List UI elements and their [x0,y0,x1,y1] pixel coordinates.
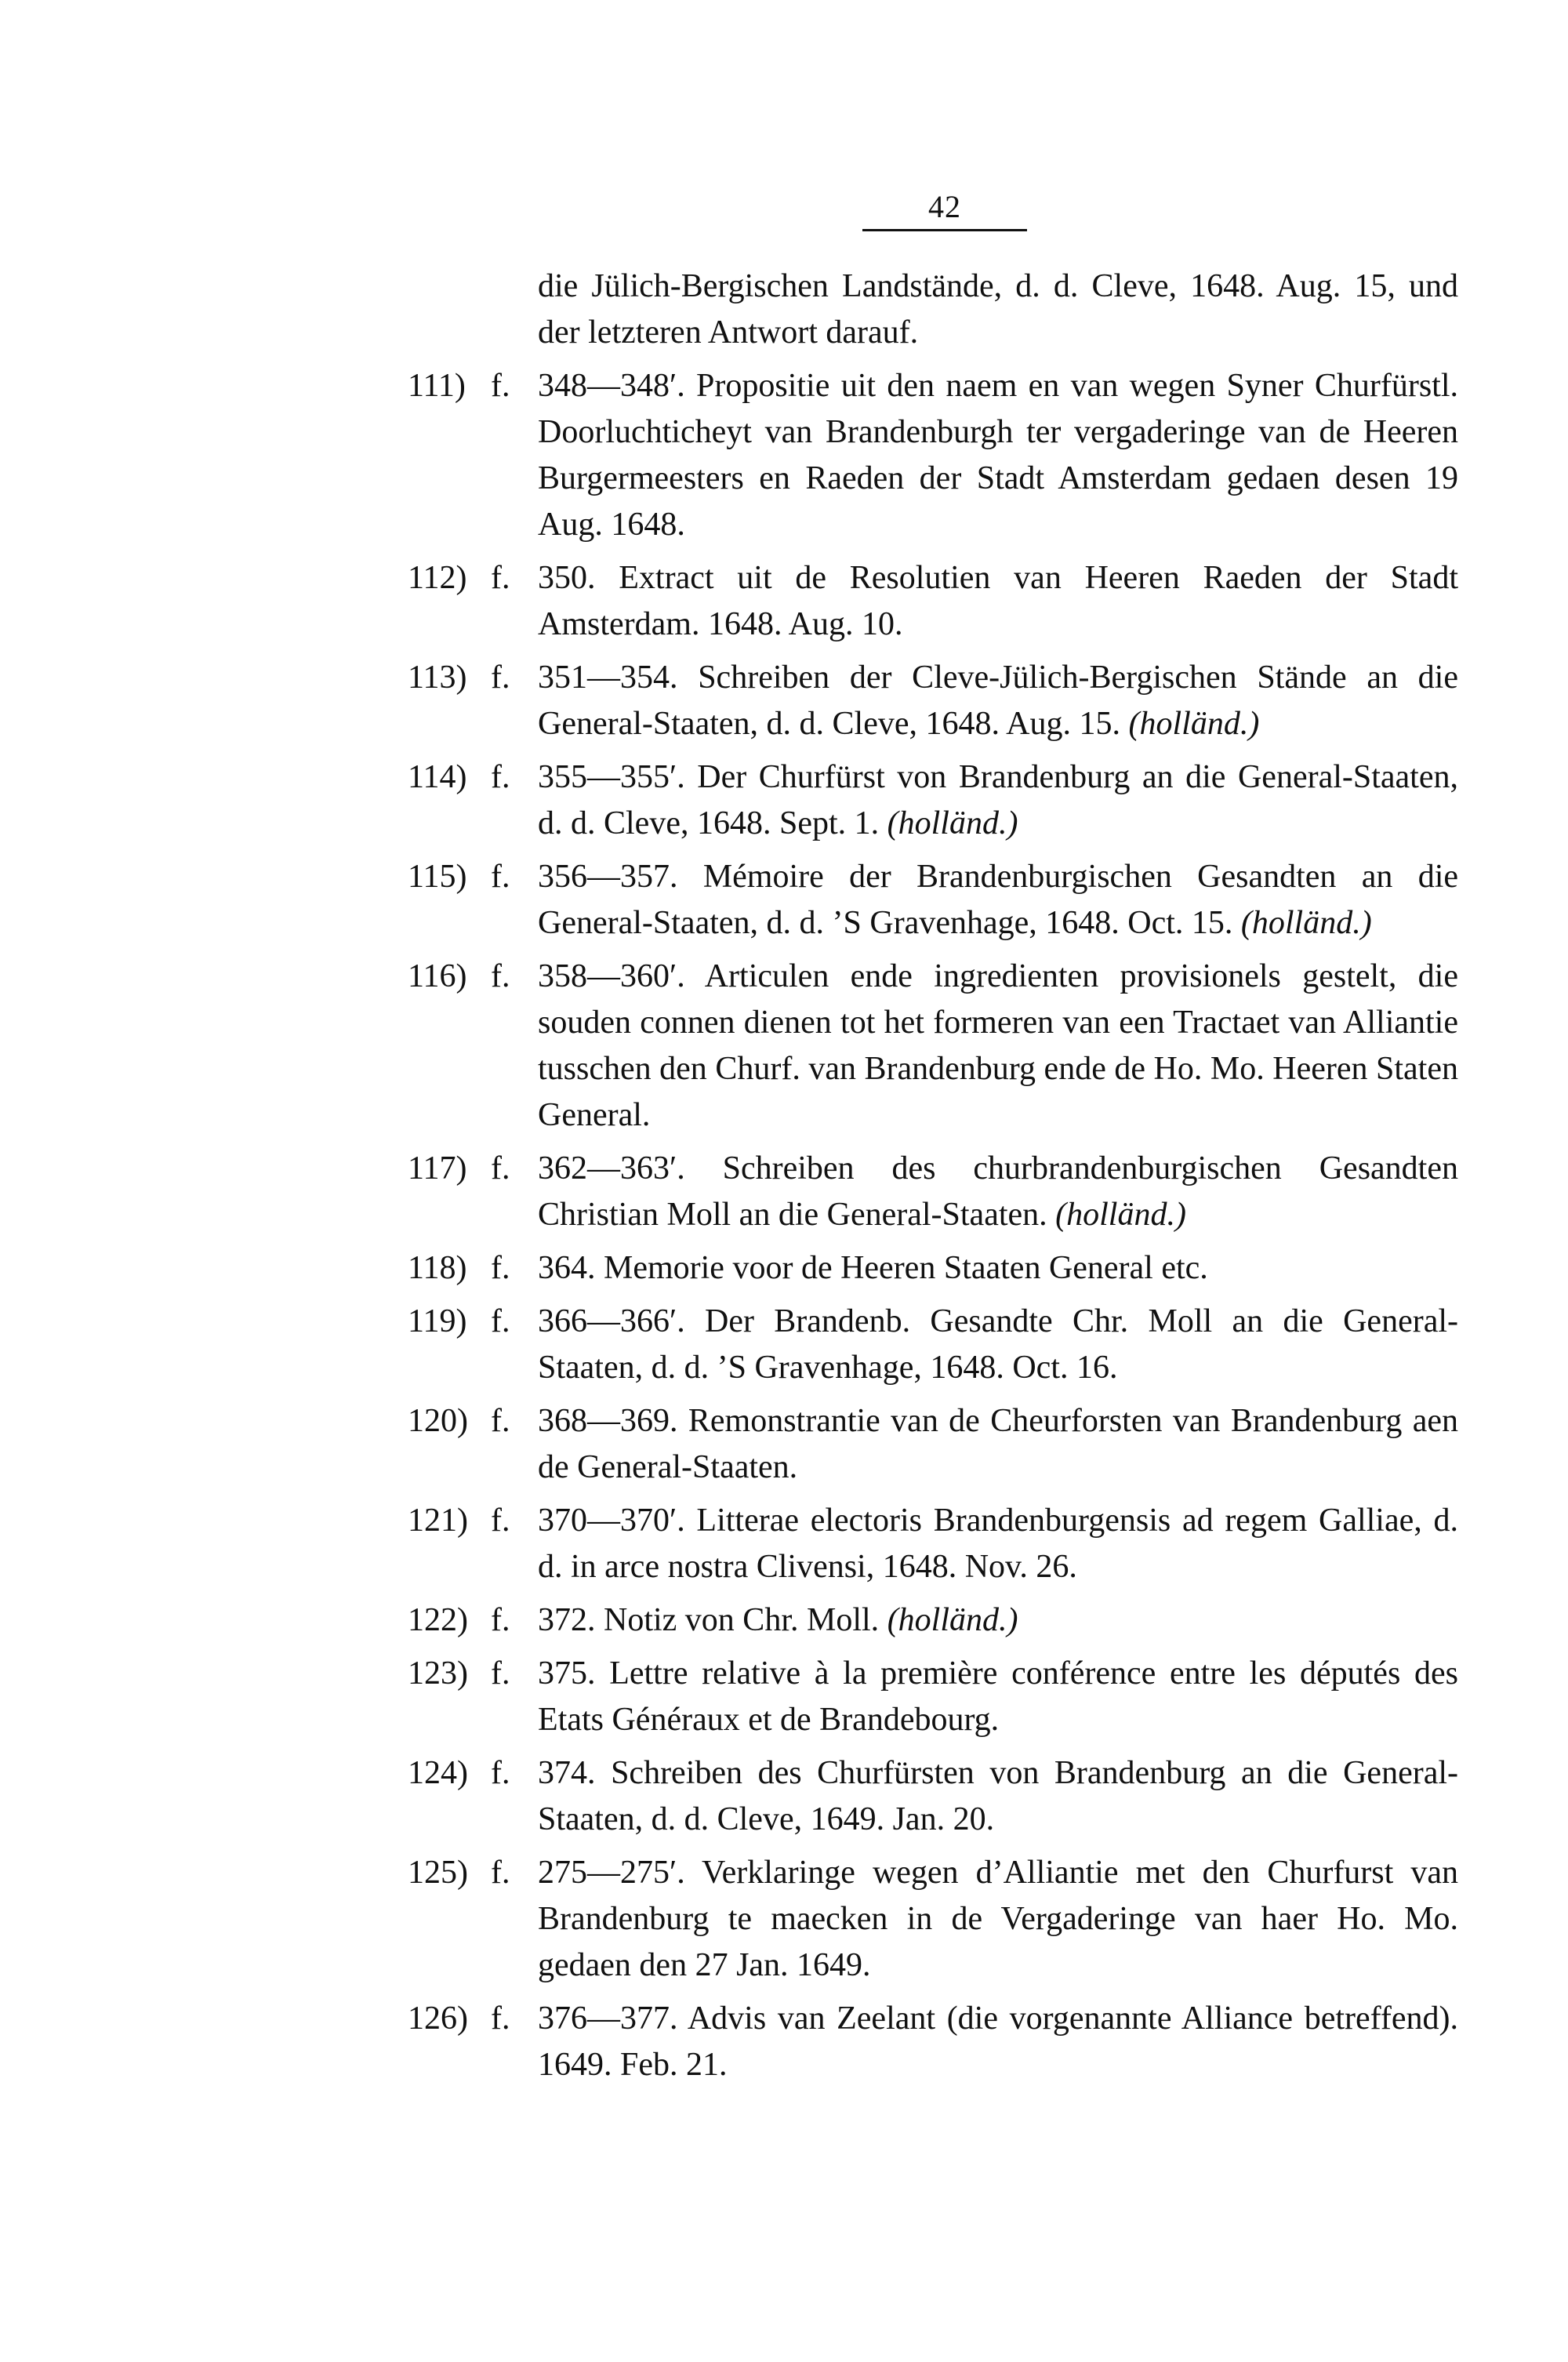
entry-text: 374. Schreiben des Churfürsten von Brandenburg an die General-Staaten, d. d. Cleve, 1649. Jan. 20. [538,1755,1458,1837]
entry-117 [408,1146,1458,1238]
page-number: 42 [928,189,961,224]
entry-121 [408,1498,1458,1590]
folio-label: f. [491,859,510,895]
entry-list [408,263,1458,2095]
entry-number: 122) [408,1602,468,1638]
entry-text: 348—348′. Propositie uit den naem en van wegen Syner Churfürstl. Doorluchticheyt van Brandenburgh ter vergaderinge van de Heeren Burgermeesters en Raeden der Stadt Amsterdam gedaen desen 19 Aug. 1648. [538,368,1458,543]
folio-label: f. [491,560,510,596]
folio-label: f. [491,1602,510,1638]
folio-label: f. [491,368,510,404]
continuation-text: die Jülich-Bergischen Landstände, d. d. Cleve, 1648. Aug. 15, und der letzteren Antwort darauf. [538,268,1458,351]
folio-label: f. [491,958,510,994]
entry-text: 275—275′. Verklaringe wegen d’Alliantie met den Churfurst van Brandenburg te maecken in de Vergaderinge van haer Ho. Mo. gedaen den 27 Jan. 1649. [538,1855,1458,1983]
folio-label: f. [491,759,510,795]
folio-label: f. [491,660,510,696]
folio-label: f. [491,1655,510,1692]
entry-number: 116) [408,958,467,994]
entry-text: 351—354. Schreiben der Cleve-Jülich-Bergischen Stände an die General-Staaten, d. d. Cleve, 1648. Aug. 15. [538,660,1458,742]
entry-111 [408,363,1458,548]
entry-text: 356—357. Mémoire der Brandenburgischen Gesandten an die General-Staaten, d. d. ’S Gravenhage, 1648. Oct. 15. [538,859,1458,941]
entry-text: 375. Lettre relative à la première conférence entre les députés des Etats Généraux et de Brandebourg. [538,1655,1458,1738]
folio-label: f. [491,1855,510,1891]
entry-number: 123) [408,1655,468,1692]
entry-122 [408,1597,1458,1644]
entry-text: 362—363′. Schreiben des churbrandenburgischen Gesandten Christian Moll an die General-Staaten. [538,1150,1458,1233]
folio-label: f. [491,1303,510,1339]
entry-number: 113) [408,660,467,696]
entry-113 [408,655,1458,747]
folio-label: f. [491,1250,510,1286]
language-note: (holländ.) [887,1602,1018,1638]
entry-123 [408,1651,1458,1743]
entry-text: 358—360′. Articulen ende ingredienten provisionels gestelt, die souden connen dienen tot het formeren van een Tractaet van Alliantie tusschen den Churf. van Brandenburg ende de Ho. Mo. Heeren Staten General. [538,958,1458,1133]
entry-126 [408,1996,1458,2088]
entry-number: 114) [408,759,467,795]
entry-number: 126) [408,2000,468,2037]
entry-119 [408,1299,1458,1391]
language-note: (holländ.) [1240,905,1372,941]
entry-114 [408,754,1458,847]
entry-text: 364. Memorie voor de Heeren Staaten General etc. [538,1250,1208,1286]
folio-label: f. [491,2000,510,2037]
language-note: (holländ.) [1055,1197,1186,1233]
entry-number: 119) [408,1303,467,1339]
entry-number: 120) [408,1403,468,1439]
entry-text: 366—366′. Der Brandenb. Gesandte Chr. Moll an die General-Staaten, d. d. ’S Gravenhage, 1648. Oct. 16. [538,1303,1458,1386]
entry-116 [408,954,1458,1139]
entry-number: 121) [408,1503,468,1539]
language-note: (holländ.) [887,805,1018,841]
entry-text: 355—355′. Der Churfürst von Brandenburg an die General-Staaten, d. d. Cleve, 1648. Sept. 1. [538,759,1458,841]
entry-text: 372. Notiz von Chr. Moll. [538,1602,880,1638]
entry-number: 117) [408,1150,467,1186]
entry-112 [408,555,1458,648]
entry-number: 118) [408,1250,467,1286]
entry-number: 112) [408,560,467,596]
entry-120 [408,1398,1458,1491]
folio-label: f. [491,1755,510,1791]
entry-118 [408,1245,1458,1292]
entry-number: 125) [408,1855,468,1891]
entry-125 [408,1850,1458,1989]
folio-label: f. [491,1403,510,1439]
entry-text: 350. Extract uit de Resolutien van Heeren Raeden der Stadt Amsterdam. 1648. Aug. 10. [538,560,1458,642]
entry-number: 111) [408,368,466,404]
folio-label: f. [491,1150,510,1186]
page-number-rule [862,229,1027,231]
entry-number: 115) [408,859,467,895]
entry-124 [408,1750,1458,1843]
entry-text: 368—369. Remonstrantie van de Cheurforsten van Brandenburg aen de General-Staaten. [538,1403,1458,1485]
entry-text: 376—377. Advis van Zeelant (die vorgenannte Alliance betreffend). 1649. Feb. 21. [538,2000,1458,2083]
entry-number: 124) [408,1755,468,1791]
language-note: (holländ.) [1128,706,1260,742]
folio-label: f. [491,1503,510,1539]
entry-text: 370—370′. Litterae electoris Brandenburgensis ad regem Galliae, d. d. in arce nostra Clivensi, 1648. Nov. 26. [538,1503,1458,1585]
entry-115 [408,854,1458,947]
